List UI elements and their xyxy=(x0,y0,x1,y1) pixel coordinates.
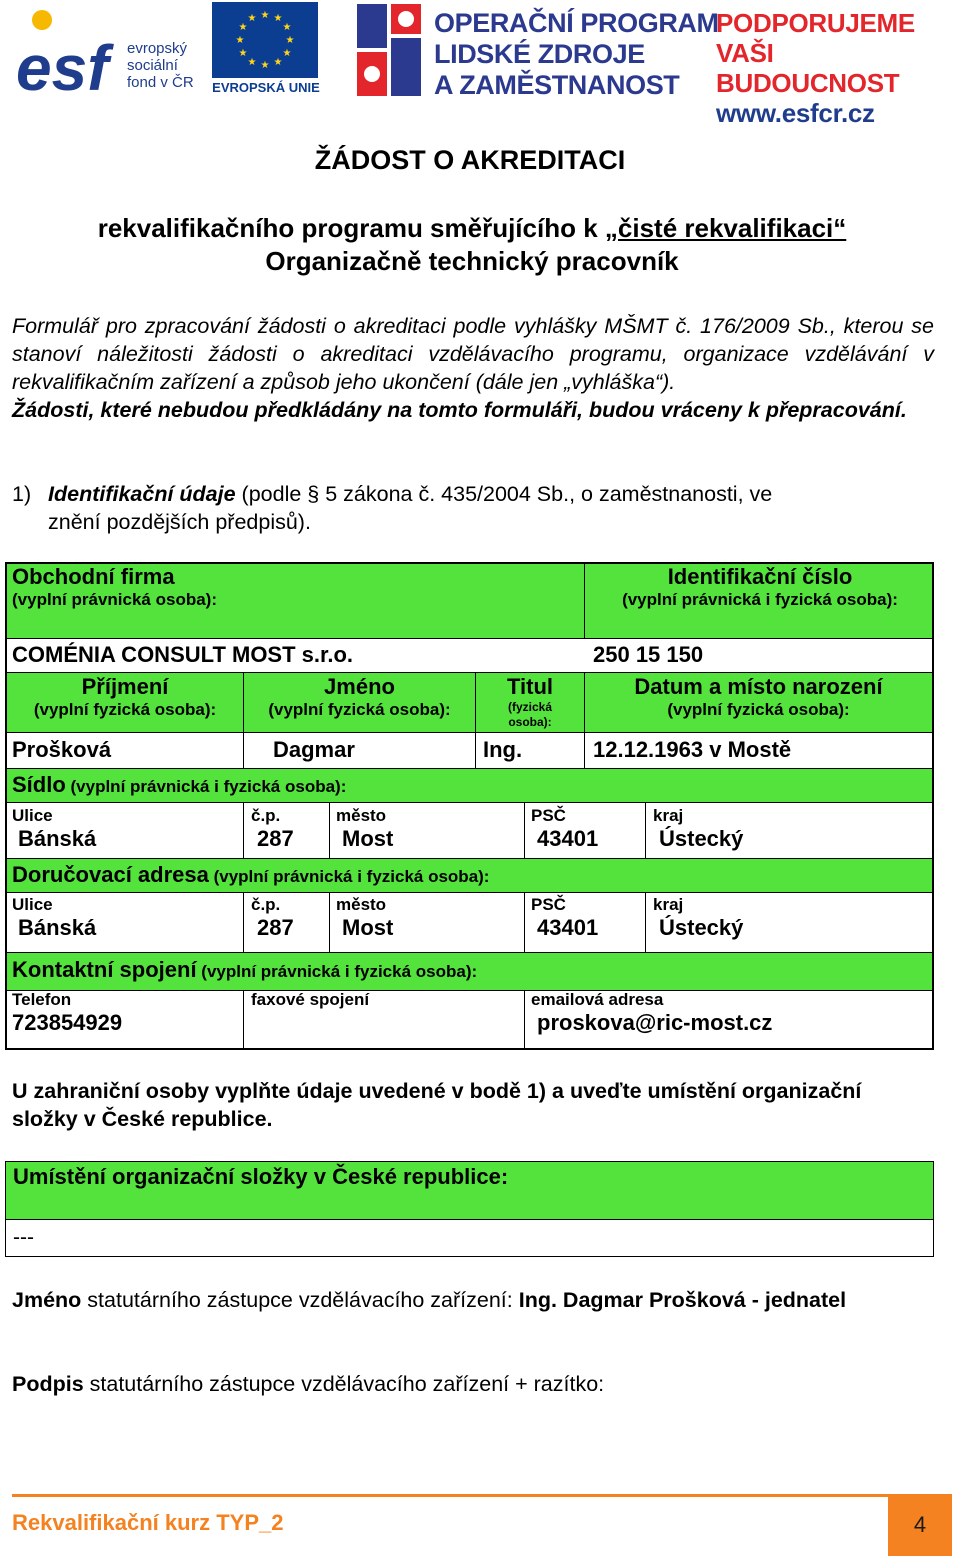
delivery-hint: (vyplní právnická i fyzická osoba): xyxy=(208,867,490,886)
program-name: Organizačně technický pracovník xyxy=(265,246,679,276)
seat-street-label: Ulice xyxy=(12,806,53,825)
intro-warning: Žádosti, které nebudou předkládány na tomto formuláři, budou vráceny k přepracování. xyxy=(12,398,907,422)
firm-label: Obchodní firma xyxy=(12,564,175,589)
signature-line xyxy=(12,1370,912,1398)
document-title: ŽÁDOST O AKREDITACI xyxy=(314,145,626,175)
seat-city-value[interactable]: Most xyxy=(342,826,394,851)
svg-text:★: ★ xyxy=(273,57,283,68)
svg-text:★: ★ xyxy=(273,13,283,24)
surname-value[interactable]: Prošková xyxy=(12,737,112,762)
footer-title: Rekvalifikační kurz TYP_2 xyxy=(12,1510,284,1535)
delivery-street-value[interactable]: Bánská xyxy=(18,915,97,940)
delivery-city-label: město xyxy=(336,895,387,914)
branch-box xyxy=(5,1161,934,1257)
email-value[interactable]: proskova@ric-most.cz xyxy=(537,1010,773,1035)
esf-caption-line: fond v ČR xyxy=(127,74,194,91)
esf-url-link[interactable]: www.esfcr.cz xyxy=(716,98,875,128)
statutory-label: statutárního zástupce vzdělávacího zařízení: xyxy=(81,1288,519,1312)
section-1-heading xyxy=(12,480,922,536)
seat-region-value[interactable]: Ústecký xyxy=(659,826,744,851)
op-lzz-title xyxy=(434,8,719,101)
page-number: 4 xyxy=(913,1512,927,1537)
intro-paragraph: Formulář pro zpracování žádosti o akreditaci podle vyhlášky MŠMT č. 176/2009 Sb., kterou se stanoví náležitosti žádosti o akreditaci vzdělávacího programu, organizace vzdělávání v rekvalifikačním zařízení a způsob jeho ukončení (dále jen „vyhláška“). xyxy=(12,314,934,394)
svg-text:★: ★ xyxy=(260,60,270,71)
seat-label: Sídlo xyxy=(12,772,66,797)
svg-text:★: ★ xyxy=(247,13,257,24)
section-rest-line2: znění pozdějších předpisů). xyxy=(48,510,311,534)
subtitle-underlined: „čisté rekvalifikaci“ xyxy=(604,213,847,243)
section-number: 1) xyxy=(12,482,32,506)
foreign-entity-note: U zahraniční osoby vyplňte údaje uvedené v bodě 1) a uveďte umístění organizační složky v České republice. xyxy=(12,1079,862,1131)
svg-text:★: ★ xyxy=(238,22,248,33)
op-line: OPERAČNÍ PROGRAM xyxy=(434,8,719,38)
signature-label: statutárního zástupce vzdělávacího zařízení + razítko: xyxy=(83,1372,605,1396)
birth-value[interactable]: 12.12.1963 v Mostě xyxy=(593,737,792,762)
esf-caption-line: evropský xyxy=(127,40,188,57)
esf-logo xyxy=(12,2,120,98)
phone-label: Telefon xyxy=(12,990,72,1009)
name-value[interactable]: Dagmar xyxy=(273,737,355,762)
delivery-label: Doručovací adresa xyxy=(12,862,209,887)
delivery-street-label: Ulice xyxy=(12,895,53,914)
op-line: LIDSKÉ ZDROJE xyxy=(434,39,645,69)
delivery-cp-label: č.p. xyxy=(251,895,281,914)
subtitle-prefix: rekvalifikačního programu směřujícího k xyxy=(97,213,605,243)
title-value[interactable]: Ing. xyxy=(483,737,523,762)
delivery-psc-label: PSČ xyxy=(531,895,566,914)
esf-caption-line: sociální xyxy=(127,57,178,74)
slogan xyxy=(716,8,960,128)
seat-street-value[interactable]: Bánská xyxy=(18,826,97,851)
statutory-value[interactable]: Ing. Dagmar Prošková - jednatel xyxy=(518,1288,847,1312)
delivery-cp-value[interactable]: 287 xyxy=(257,915,294,940)
esf-caption xyxy=(127,40,207,91)
id-label: Identifikační číslo xyxy=(667,564,853,589)
statutory-line xyxy=(12,1286,912,1314)
delivery-region-value[interactable]: Ústecký xyxy=(659,915,744,940)
surname-label: Příjmení xyxy=(81,674,169,699)
delivery-region-label: kraj xyxy=(653,895,684,914)
delivery-psc-value[interactable]: 43401 xyxy=(537,915,599,940)
eu-caption: EVROPSKÁ UNIE xyxy=(212,80,320,95)
seat-psc-label: PSČ xyxy=(531,806,566,825)
email-label: emailová adresa xyxy=(531,990,664,1009)
svg-text:★: ★ xyxy=(285,35,295,46)
contact-hint: (vyplní právnická i fyzická osoba): xyxy=(196,962,478,981)
slogan-line: VAŠI BUDOUCNOST xyxy=(716,38,900,98)
name-label: Jméno xyxy=(324,674,395,699)
section-rest: (podle § 5 zákona č. 435/2004 Sb., o zaměstnanosti, ve xyxy=(235,482,773,506)
footer-divider xyxy=(12,1494,952,1497)
signature-label-bold: Podpis xyxy=(12,1372,84,1396)
seat-cp-value[interactable]: 287 xyxy=(257,826,294,851)
eu-flag-icon xyxy=(212,2,318,78)
surname-hint: (vyplní fyzická osoba): xyxy=(33,700,217,719)
branch-label: Umístění organizační složky v České republice: xyxy=(13,1164,509,1189)
op-line: A ZAMĚSTNANOST xyxy=(434,70,680,100)
name-hint: (vyplní fyzická osoba): xyxy=(268,700,451,719)
seat-region-label: kraj xyxy=(653,806,684,825)
title-label: Titul xyxy=(506,674,554,699)
birth-label: Datum a místo narození xyxy=(634,674,883,699)
document-subtitle xyxy=(0,212,944,278)
title-hint: (fyzická osoba): xyxy=(507,700,553,729)
birth-hint: (vyplní fyzická osoba): xyxy=(667,700,850,719)
op-lzz-logo-icon xyxy=(355,2,427,98)
branch-value[interactable]: --- xyxy=(13,1226,34,1249)
statutory-label-bold: Jméno xyxy=(12,1288,82,1312)
svg-text:★: ★ xyxy=(260,10,270,21)
svg-text:★: ★ xyxy=(282,48,292,59)
seat-cp-label: č.p. xyxy=(251,806,281,825)
svg-text:★: ★ xyxy=(235,35,245,46)
seat-city-label: město xyxy=(336,806,387,825)
delivery-city-value[interactable]: Most xyxy=(342,915,394,940)
slogan-line: PODPORUJEME xyxy=(716,8,915,38)
phone-value[interactable]: 723854929 xyxy=(12,1010,123,1035)
svg-text:esf: esf xyxy=(16,32,109,98)
identification-form xyxy=(5,562,934,1050)
svg-text:★: ★ xyxy=(238,48,248,59)
firm-value[interactable]: COMÉNIA CONSULT MOST s.r.o. xyxy=(12,642,354,667)
section-title: Identifikační údaje xyxy=(48,482,236,506)
contact-label: Kontaktní spojení xyxy=(12,957,197,982)
seat-psc-value[interactable]: 43401 xyxy=(537,826,599,851)
seat-hint: (vyplní právnická i fyzická osoba): xyxy=(65,777,347,796)
firm-hint: (vyplní právnická osoba): xyxy=(12,590,217,609)
id-hint: (vyplní právnická i fyzická osoba): xyxy=(622,590,898,609)
fax-label: faxové spojení xyxy=(251,990,370,1009)
id-value[interactable]: 250 15 150 xyxy=(593,642,704,667)
svg-text:★: ★ xyxy=(282,22,292,33)
svg-text:★: ★ xyxy=(247,57,257,68)
